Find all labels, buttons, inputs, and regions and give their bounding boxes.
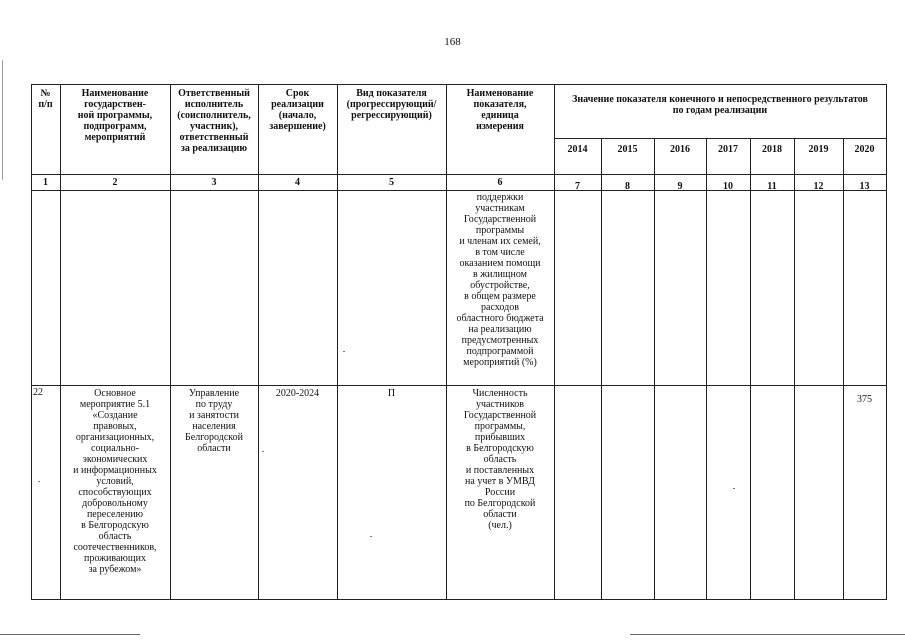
column-number: 2 [112,177,118,188]
header-year: 2017 [718,144,738,155]
header-year: 2018 [762,144,782,155]
header-term: Срок реализации (начало, завершение) [269,88,326,132]
scan-speck [733,488,735,489]
scan-speck [38,481,40,482]
column-number: 3 [211,177,217,188]
executor-cell: Управление по труду и занятости населения Белгородской области [185,388,243,454]
program-cell: Основное мероприятие 5.1 «Создание правовых, организационных, социально- экономических и информационных условий, способствующих добровольному переселению в Белгородскую область соотечественников, проживающих за рубежом» [73,388,157,575]
header-year: 2016 [670,144,690,155]
header-year: 2014 [567,144,588,155]
scan-bottom-rule [630,634,905,635]
scan-speck [262,451,264,452]
header-year: 2020 [854,144,875,155]
header-indicator-name: Наименование показателя, единица измерения [466,88,534,132]
column-number: 11 [767,181,777,192]
scan-speck [343,351,345,352]
column-number: 9 [677,181,683,192]
scan-bottom-rule [0,634,140,635]
row-number-cell: 22 [33,387,43,398]
header-year: 2019 [808,144,829,155]
header-num: № п/п [38,88,53,110]
header-program: Наименование государствен- ной программы, подпрограмм, мероприятий [77,88,153,143]
header-year: 2015 [617,144,638,155]
header-executor: Ответственный исполнитель (соисполнитель, участник), ответственный за реализацию [177,88,251,154]
column-number: 5 [389,177,394,188]
header-indicator-type: Вид показателя (прогрессирующий/ регрессирующий) [346,88,437,121]
column-number: 7 [575,181,580,192]
column-number: 12 [813,181,824,192]
term-cell: 2020-2024 [275,388,320,399]
column-number: 4 [295,177,300,188]
column-number: 13 [859,181,870,192]
header-values-group: Значение показателя конечного и непосредственного результатов по годам реализации [572,94,868,116]
indicator-type-cell: П [387,388,396,399]
indicator-name-cell: Численность участников Государственной программы, прибывших в Белгородскую область и поставленных на учет в УМВД России по Белгородской области (чел.) [463,388,537,531]
column-number: 8 [625,181,630,192]
value-2020-cell: 375 [857,394,872,405]
column-number: 6 [497,177,503,188]
column-number: 10 [723,181,733,192]
scan-speck [370,536,372,537]
column-number: 1 [43,177,48,188]
page-number: 168 [444,36,461,48]
scan-edge-mark [2,60,3,180]
indicator-name-cell: поддержки участникам Государственной программы и членам их семей, в том числе оказанием помощи в жилищном обустройстве, в общем размере расходов областного бюджета на реализацию предусмотренных подпрограммой мероприятий (%) [456,192,544,368]
